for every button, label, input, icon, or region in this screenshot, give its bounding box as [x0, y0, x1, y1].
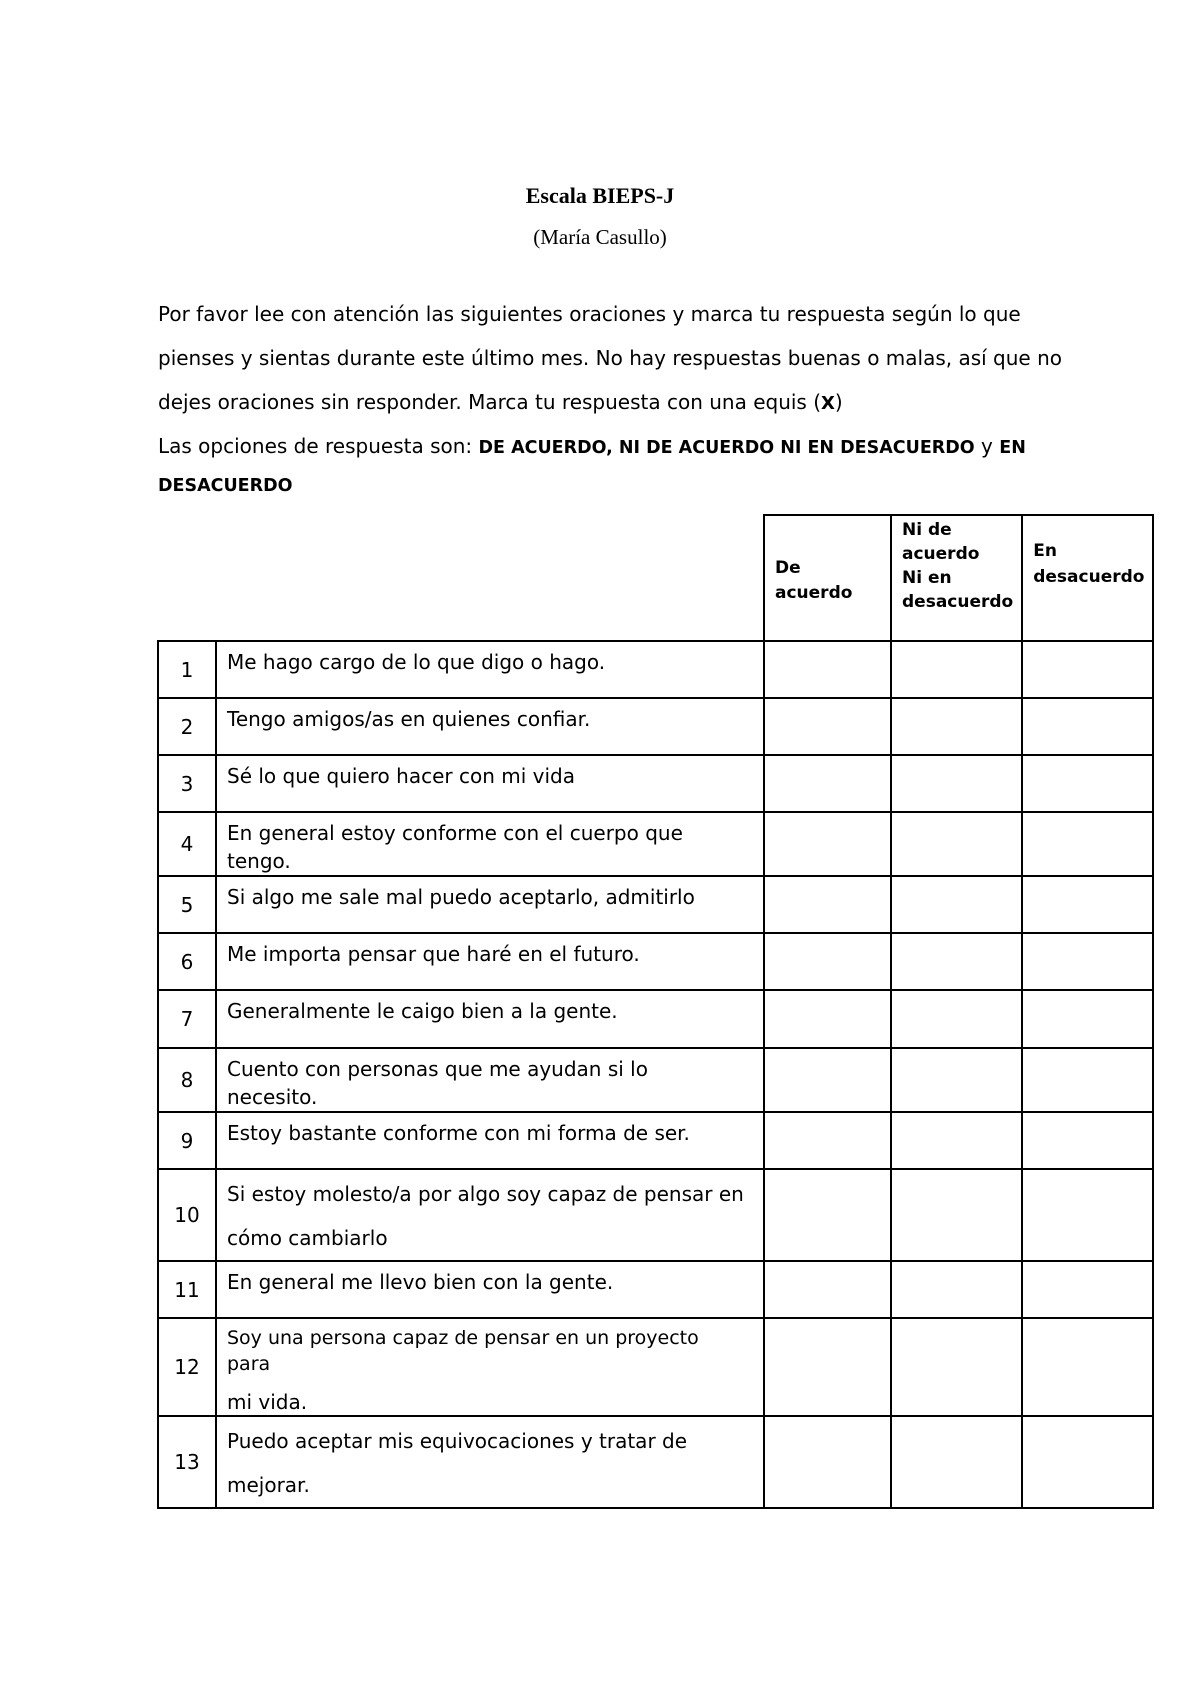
answer-cell-ni-de-acuerdo-ni-en-desacuerdo[interactable]: [891, 1416, 1022, 1508]
answer-cell-ni-de-acuerdo-ni-en-desacuerdo[interactable]: [891, 876, 1022, 933]
options-list: DE ACUERDO, NI DE ACUERDO NI EN DESACUERDO: [478, 438, 975, 458]
statement-line: Me hago cargo de lo que digo o hago.: [227, 650, 606, 674]
item-number: 5: [158, 876, 216, 933]
answer-cell-ni-de-acuerdo-ni-en-desacuerdo[interactable]: [891, 1169, 1022, 1261]
table-row: [158, 755, 1153, 812]
answer-cell-ni-de-acuerdo-ni-en-desacuerdo[interactable]: [891, 698, 1022, 755]
response-table: [157, 514, 1154, 1509]
item-number: 7: [158, 990, 216, 1048]
answer-cell-ni-de-acuerdo-ni-en-desacuerdo[interactable]: [891, 812, 1022, 876]
answer-cell-de-acuerdo[interactable]: [764, 876, 891, 933]
item-statement: [216, 876, 764, 933]
statement-line: En general me llevo bien con la gente.: [227, 1270, 614, 1294]
instructions-line-3: [158, 380, 1058, 426]
table-row: [158, 1169, 1153, 1261]
item-statement: [216, 1318, 764, 1416]
column-2-line-4: desacuerdo: [902, 592, 1014, 612]
table-row: [158, 812, 1153, 876]
answer-cell-en-desacuerdo[interactable]: [1022, 876, 1153, 933]
statement-line: cómo cambiarlo: [227, 1226, 388, 1250]
item-number: 2: [158, 698, 216, 755]
answer-cell-ni-de-acuerdo-ni-en-desacuerdo[interactable]: [891, 755, 1022, 812]
answer-cell-de-acuerdo[interactable]: [764, 933, 891, 990]
statement-line: Sé lo que quiero hacer con mi vida: [227, 764, 575, 788]
answer-cell-ni-de-acuerdo-ni-en-desacuerdo[interactable]: [891, 641, 1022, 698]
answer-cell-de-acuerdo[interactable]: [764, 1416, 891, 1508]
options-prefix: Las opciones de respuesta son:: [158, 434, 479, 458]
answer-cell-en-desacuerdo[interactable]: [1022, 698, 1153, 755]
options-en: EN: [999, 438, 1026, 458]
answer-cell-de-acuerdo[interactable]: [764, 698, 891, 755]
item-statement: [216, 812, 764, 876]
column-2-line-3: Ni en: [902, 568, 952, 588]
item-statement: [216, 1048, 764, 1112]
answer-cell-de-acuerdo[interactable]: [764, 755, 891, 812]
item-number: 10: [158, 1169, 216, 1261]
item-statement: [216, 990, 764, 1048]
statement-line: necesito.: [227, 1085, 318, 1109]
table-row: [158, 1318, 1153, 1416]
table-row: [158, 1261, 1153, 1318]
column-en-desacuerdo: [1022, 515, 1153, 641]
instructions: [158, 292, 1063, 426]
column-3-line-2: desacuerdo: [1033, 567, 1145, 587]
statement-line: Tengo amigos/as en quienes confiar.: [227, 707, 591, 731]
instructions-line-3-prefix: dejes oraciones sin responder. Marca tu respuesta con una equis (: [158, 390, 822, 414]
item-statement: [216, 641, 764, 698]
statement-line: Si algo me sale mal puedo aceptarlo, admitirlo: [227, 885, 695, 909]
answer-cell-en-desacuerdo[interactable]: [1022, 990, 1153, 1048]
answer-cell-ni-de-acuerdo-ni-en-desacuerdo[interactable]: [891, 1112, 1022, 1169]
answer-cell-en-desacuerdo[interactable]: [1022, 1416, 1153, 1508]
document-author: (María Casullo): [533, 225, 667, 249]
statement-line: Cuento con personas que me ayudan si lo: [227, 1057, 648, 1081]
statement-line: Estoy bastante conforme con mi forma de ser.: [227, 1121, 690, 1145]
answer-cell-en-desacuerdo[interactable]: [1022, 812, 1153, 876]
column-de-acuerdo: De acuerdo: [764, 515, 891, 641]
mark-symbol: X: [821, 393, 835, 414]
answer-cell-en-desacuerdo[interactable]: [1022, 1048, 1153, 1112]
item-statement: [216, 1112, 764, 1169]
statement-line: tengo.: [227, 849, 291, 873]
answer-cell-en-desacuerdo[interactable]: [1022, 1318, 1153, 1416]
answer-cell-en-desacuerdo[interactable]: [1022, 1112, 1153, 1169]
answer-cell-en-desacuerdo[interactable]: [1022, 1261, 1153, 1318]
table-row: [158, 876, 1153, 933]
item-number: 6: [158, 933, 216, 990]
item-number: 8: [158, 1048, 216, 1112]
instructions-line-1: Por favor lee con atención las siguientes oraciones y marca tu respuesta según lo que: [158, 302, 1021, 326]
item-statement: [216, 698, 764, 755]
answer-cell-en-desacuerdo[interactable]: [1022, 1169, 1153, 1261]
answer-cell-de-acuerdo[interactable]: [764, 1048, 891, 1112]
item-statement: [216, 755, 764, 812]
instructions-line-2: pienses y sientas durante este último mes. No hay respuestas buenas o malas, así que no: [158, 346, 1063, 370]
item-statement: [216, 1416, 764, 1508]
answer-cell-ni-de-acuerdo-ni-en-desacuerdo[interactable]: [891, 933, 1022, 990]
table-row: [158, 1112, 1153, 1169]
answer-cell-en-desacuerdo[interactable]: [1022, 641, 1153, 698]
statement-line: Si estoy molesto/a por algo soy capaz de pensar en: [227, 1182, 744, 1206]
answer-cell-ni-de-acuerdo-ni-en-desacuerdo[interactable]: [891, 1261, 1022, 1318]
column-ni-de-acuerdo-ni-en-desacuerdo: [891, 515, 1022, 641]
column-2-line-1: Ni de: [902, 520, 952, 540]
answer-cell-de-acuerdo[interactable]: [764, 1261, 891, 1318]
answer-cell-de-acuerdo[interactable]: [764, 1112, 891, 1169]
table-row: [158, 1416, 1153, 1508]
table-header-row: [158, 515, 1153, 641]
answer-cell-de-acuerdo[interactable]: [764, 990, 891, 1048]
options-line-1: [158, 427, 1058, 467]
item-number: 13: [158, 1416, 216, 1508]
statement-line: mejorar.: [227, 1473, 310, 1497]
answer-cell-ni-de-acuerdo-ni-en-desacuerdo[interactable]: [891, 990, 1022, 1048]
item-number: 4: [158, 812, 216, 876]
answer-cell-en-desacuerdo[interactable]: [1022, 933, 1153, 990]
statement-line: mi vida.: [227, 1390, 308, 1414]
statement-line: Puedo aceptar mis equivocaciones y tratar de: [227, 1429, 688, 1453]
statement-line: Soy una persona capaz de pensar en un proyecto: [227, 1327, 699, 1349]
statement-line: para: [227, 1353, 271, 1375]
statement-line: Me importa pensar que haré en el futuro.: [227, 942, 640, 966]
table-row: [158, 990, 1153, 1048]
statement-line: En general estoy conforme con el cuerpo que: [227, 821, 683, 845]
item-statement: [216, 933, 764, 990]
item-number: 3: [158, 755, 216, 812]
answer-cell-ni-de-acuerdo-ni-en-desacuerdo[interactable]: [891, 1048, 1022, 1112]
response-options: [158, 427, 1058, 505]
options-y: y: [974, 434, 1000, 458]
table-row: [158, 1048, 1153, 1112]
item-number: 12: [158, 1318, 216, 1416]
item-statement: [216, 1169, 764, 1261]
item-number: 9: [158, 1112, 216, 1169]
statement-line: Generalmente le caigo bien a la gente.: [227, 999, 618, 1023]
answer-cell-de-acuerdo[interactable]: [764, 1169, 891, 1261]
answer-cell-ni-de-acuerdo-ni-en-desacuerdo[interactable]: [891, 1318, 1022, 1416]
instructions-line-3-suffix: ): [834, 390, 843, 414]
document-title: Escala BIEPS-J: [525, 183, 675, 208]
answer-cell-de-acuerdo[interactable]: [764, 641, 891, 698]
item-number: 1: [158, 641, 216, 698]
item-statement: [216, 1261, 764, 1318]
table-row: [158, 933, 1153, 990]
item-number: 11: [158, 1261, 216, 1318]
header-blank: [158, 515, 764, 641]
column-3-line-1: En: [1033, 541, 1057, 561]
answer-cell-de-acuerdo[interactable]: [764, 812, 891, 876]
column-2-line-2: acuerdo: [902, 544, 980, 564]
options-line-2: DESACUERDO: [158, 476, 293, 496]
answer-cell-de-acuerdo[interactable]: [764, 1318, 891, 1416]
table-row: [158, 641, 1153, 698]
answer-cell-en-desacuerdo[interactable]: [1022, 755, 1153, 812]
table-row: [158, 698, 1153, 755]
